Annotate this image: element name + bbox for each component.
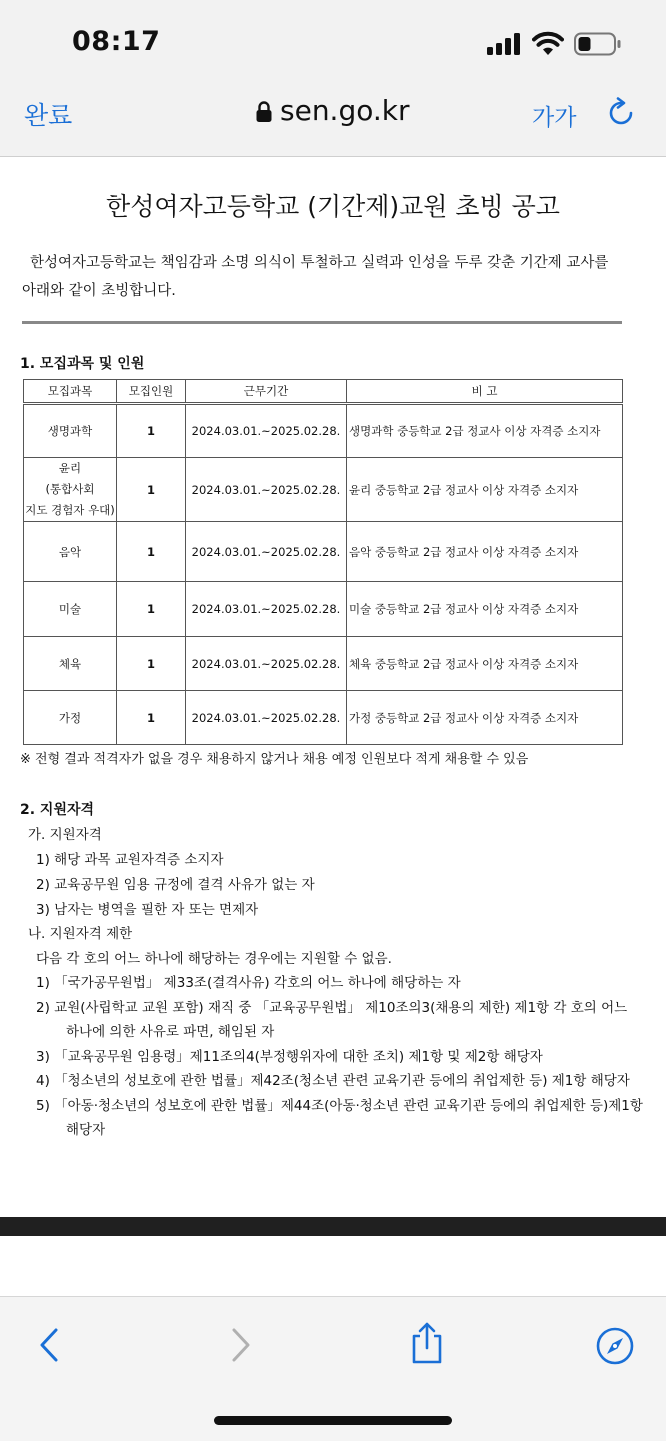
qual-text: 다음 각 호의 어느 하나에 해당하는 경우에는 지원할 수 없음. — [36, 951, 392, 967]
period-cell: 2024.03.01.~2025.02.28. — [186, 582, 347, 637]
qual-item: 3) 남자는 병역을 필한 자 또는 면제자 — [36, 902, 259, 918]
subject-line: (통합사회 — [45, 482, 95, 496]
count-cell: 1 — [117, 691, 186, 745]
wifi-icon — [532, 30, 564, 56]
page-title: 한성여자고등학교 (기간제)교원 초빙 공고 — [106, 192, 560, 221]
qual-item: 5) 「아동·청소년의 성보호에 관한 법률」제44조(아동·청소년 관련 교육기관 등에의 취업제한 등)제1항 — [36, 1098, 643, 1114]
section-2-title: 2. 지원자격 — [20, 802, 95, 818]
qual-item-cont: 해당자 — [66, 1122, 106, 1138]
period-cell: 2024.03.01.~2025.02.28. — [186, 691, 347, 745]
count-cell: 1 — [117, 637, 186, 691]
qual-heading: 나. 지원자격 제한 — [28, 926, 133, 942]
section-1-title: 1. 모집과목 및 인원 — [20, 356, 145, 372]
subject-cell — [24, 458, 117, 522]
table-row — [24, 637, 623, 691]
table-header: 모집인원 — [117, 380, 186, 404]
table-row — [24, 522, 623, 582]
url-text: sen.go.kr — [280, 94, 410, 127]
note-cell: 음악 중등학교 2급 정교사 이상 자격증 소지자 — [347, 522, 623, 582]
period-cell: 2024.03.01.~2025.02.28. — [186, 637, 347, 691]
count-cell: 1 — [117, 404, 186, 458]
recruitment-table — [23, 379, 623, 745]
count-cell: 1 — [117, 522, 186, 582]
qual-item: 1) 「국가공무원법」 제33조(결격사유) 각호의 어느 하나에 해당하는 자 — [36, 975, 461, 991]
status-bar — [0, 0, 666, 80]
table-header: 근무기간 — [186, 380, 347, 404]
home-indicator — [214, 1416, 452, 1425]
back-icon[interactable] — [38, 1327, 60, 1363]
table-row — [24, 458, 623, 522]
note-cell: 가정 중등학교 2급 정교사 이상 자격증 소지자 — [347, 691, 623, 745]
period-cell: 2024.03.01.~2025.02.28. — [186, 522, 347, 582]
cellular-signal-icon — [487, 33, 521, 55]
text-size-button[interactable]: 가가 — [532, 105, 577, 131]
table-row — [24, 691, 623, 745]
note-cell: 윤리 중등학교 2급 정교사 이상 자격증 소지자 — [347, 458, 623, 522]
address-bar[interactable] — [256, 94, 410, 127]
share-icon[interactable] — [408, 1321, 446, 1365]
done-button[interactable]: 완료 — [24, 101, 73, 130]
forward-icon — [230, 1327, 252, 1363]
table-header-row — [24, 380, 623, 404]
qual-item: 2) 교육공무원 임용 규정에 결격 사유가 없는 자 — [36, 877, 315, 893]
subject-line: 지도 경험자 우대) — [25, 503, 115, 517]
browser-nav-bar — [0, 80, 666, 157]
qual-heading: 가. 지원자격 — [28, 827, 102, 843]
subject-cell: 가정 — [24, 691, 117, 745]
reload-icon[interactable] — [604, 96, 638, 130]
table-footnote: ※ 전형 결과 적격자가 없을 경우 채용하지 않거나 채용 예정 인원보다 적게 채용할 수 있음 — [20, 752, 529, 767]
subject-cell: 체육 — [24, 637, 117, 691]
subject-line: 윤리 — [58, 461, 82, 475]
table-row — [24, 582, 623, 637]
qual-item: 1) 해당 과목 교원자격증 소지자 — [36, 852, 224, 868]
status-time: 08:17 — [72, 26, 161, 57]
note-cell: 체육 중등학교 2급 정교사 이상 자격증 소지자 — [347, 637, 623, 691]
qual-item: 3) 「교육공무원 임용령」제11조의4(부정행위자에 대한 조치) 제1항 및 제2항 해당자 — [36, 1049, 543, 1065]
battery-icon — [574, 32, 622, 56]
content-end-bar — [0, 1217, 666, 1236]
qual-item: 2) 교원(사립학교 교원 포함) 재직 중 「교육공무원법」 제10조의3(채용의 제한) 제1항 각 호의 어느 — [36, 1000, 628, 1016]
subject-cell: 생명과학 — [24, 404, 117, 458]
table-header: 모집과목 — [24, 380, 117, 404]
table-row — [24, 404, 623, 458]
table-header: 비 고 — [347, 380, 623, 404]
note-cell: 생명과학 중등학교 2급 정교사 이상 자격증 소지자 — [347, 404, 623, 458]
qual-item: 4) 「청소년의 성보호에 관한 법률」제42조(청소년 관련 교육기관 등에의 취업제한 등) 제1항 해당자 — [36, 1073, 630, 1089]
period-cell: 2024.03.01.~2025.02.28. — [186, 458, 347, 522]
count-cell: 1 — [117, 582, 186, 637]
page-content — [0, 157, 666, 1217]
subject-cell: 미술 — [24, 582, 117, 637]
note-cell: 미술 중등학교 2급 정교사 이상 자격증 소지자 — [347, 582, 623, 637]
intro-text: 한성여자고등학교는 책임감과 소명 의식이 투철하고 실력과 인성을 두루 갖춘 기간제 교사를 아래와 같이 초빙합니다. — [22, 255, 609, 299]
subject-cell: 음악 — [24, 522, 117, 582]
compass-icon[interactable] — [596, 1327, 634, 1365]
lock-icon — [256, 101, 272, 123]
divider — [22, 321, 622, 324]
qual-item-cont: 하나에 의한 사유로 파면, 해임된 자 — [66, 1024, 275, 1040]
period-cell: 2024.03.01.~2025.02.28. — [186, 404, 347, 458]
count-cell: 1 — [117, 458, 186, 522]
